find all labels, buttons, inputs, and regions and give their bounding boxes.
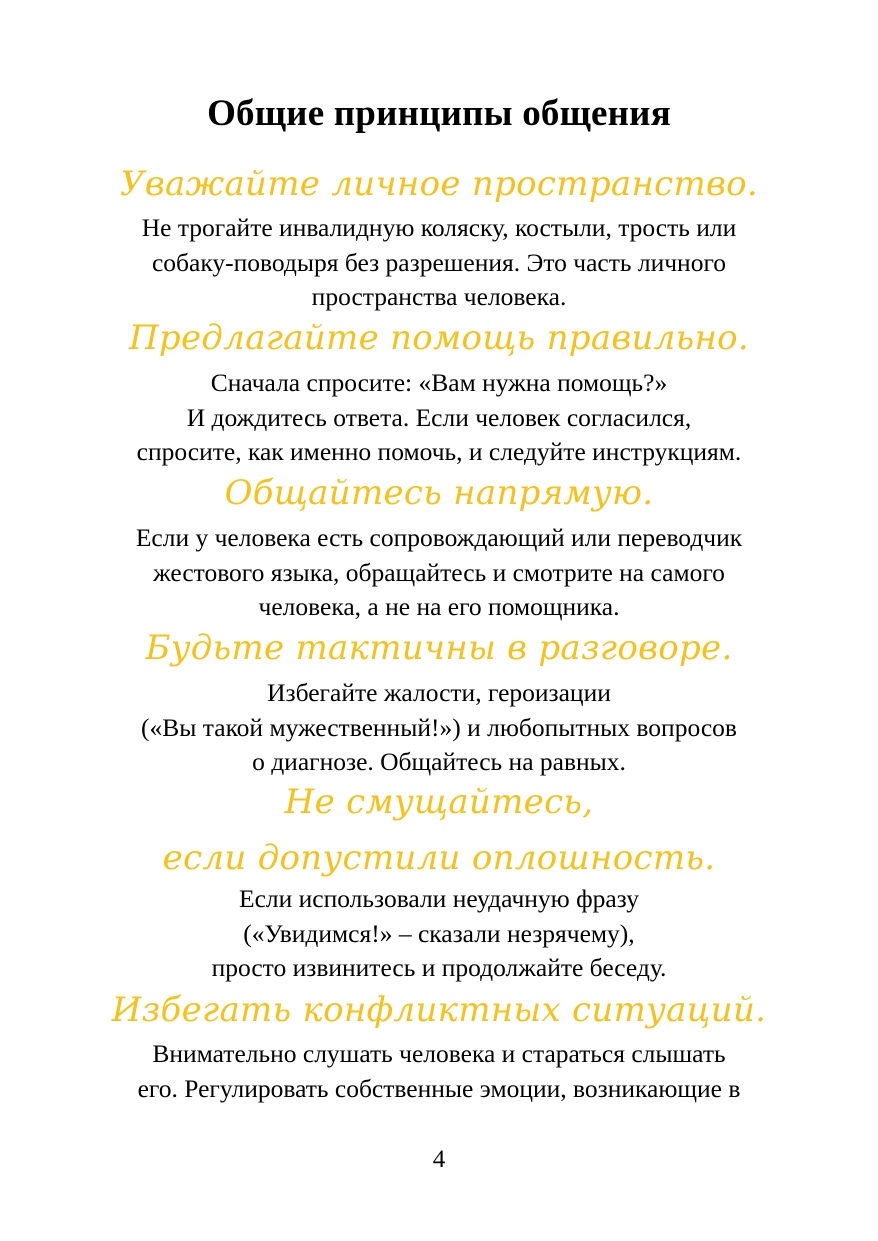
text-line: собаку-поводыря без разрешения. Это часть личного [151,247,727,277]
text-line: («Увидимся!» – сказали незрячему), [243,918,635,948]
section-text-communicate-directly [60,521,818,625]
text-line: Сначала спросите: «Вам нужна помощь?» [210,368,668,397]
section-heading-be-tactful: Будьте тактичны в разговоре. [145,628,733,668]
section-heading-communicate-directly: Общайтесь напрямую. [224,473,654,513]
text-line: И дождитесь ответа. Если человек согласился, [186,402,692,432]
text-line: его. Регулировать собственные эмоции, возникающие в [137,1073,741,1103]
text-line: спросите, как именно помочь, и следуйте инструкциям. [136,437,742,466]
text-line: Внимательно слушать человека и стараться слышать [152,1039,726,1068]
section-heading-dont-be-embarrassed-line-2: если допустили оплошность. [162,838,716,878]
section-heading-offer-help: Предлагайте помощь правильно. [128,318,750,358]
text-line: Если у человека есть сопровождающий или переводчик [135,523,743,552]
text-line: просто извинитесь и продолжайте беседу. [211,953,667,982]
section-text-offer-help [60,366,818,470]
text-line: жестового языка, обращайтесь и смотрите на самого [153,557,725,587]
section-heading-avoid-conflicts: Избегать конфликтных ситуаций. [111,990,767,1030]
text-line: Избегайте жалости, героизации [267,678,611,707]
page-title: Общие принципы общения [207,93,671,134]
page-number: 4 [432,1146,446,1173]
text-line: Если использовали неудачную фразу [239,884,639,913]
text-line: Не трогайте инвалидную коляску, костыли, трость или [141,213,737,242]
text-line: пространства человека. [311,282,567,311]
text-line: о диагнозе. Общайтесь на равных. [252,747,626,776]
section-text-dont-be-embarrassed [60,882,818,986]
section-text-personal-space [60,211,818,315]
section-heading-personal-space: Уважайте личное пространство. [120,164,758,204]
section-text-avoid-conflicts [60,1037,818,1106]
text-line: («Вы такой мужественный!») и любопытных вопросов [141,712,737,742]
section-text-be-tactful [60,676,818,780]
section-heading-dont-be-embarrassed-line-1: Не смущайтесь, [284,782,594,822]
text-line: человека, а не на его помощника. [258,592,620,621]
